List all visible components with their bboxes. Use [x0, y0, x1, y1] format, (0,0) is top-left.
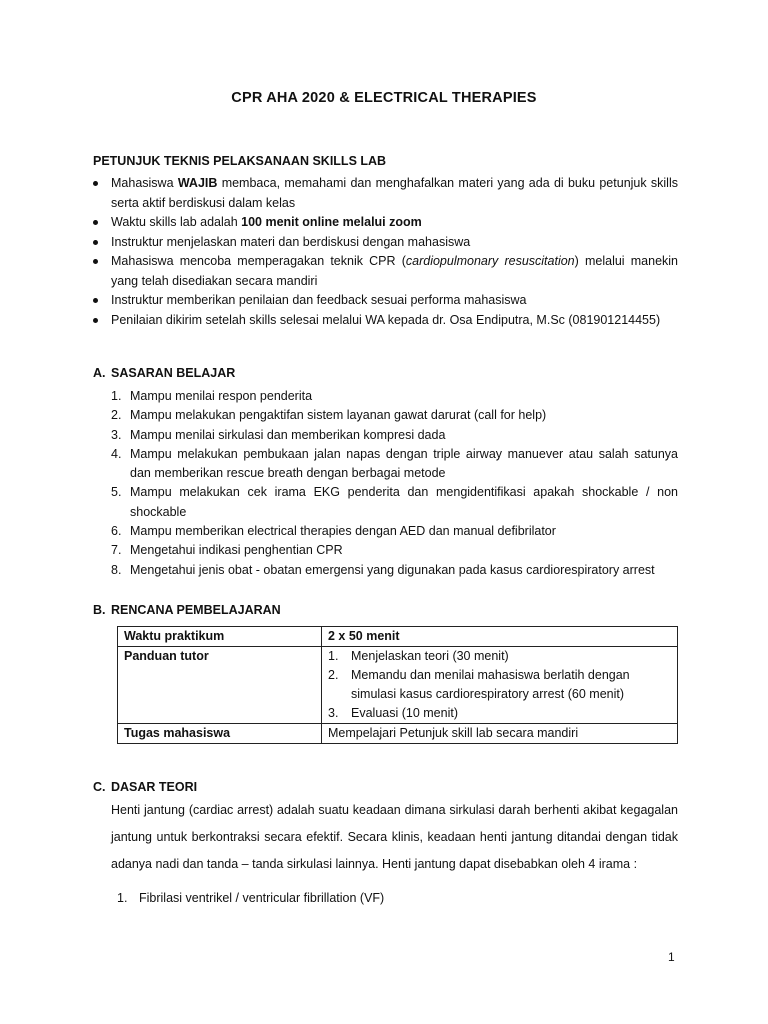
instructions-heading: PETUNJUK TEKNIS PELAKSANAAN SKILLS LAB [93, 154, 387, 168]
list-item: Waktu skills lab adalah 100 menit online melalui zoom [93, 213, 678, 233]
learning-objectives-list [111, 387, 678, 580]
table-cell [322, 647, 678, 724]
table-cell: 2 x 50 menit [322, 627, 678, 647]
list-item: Penilaian dikirim setelah skills selesai melalui WA kepada dr. Osa Endiputra, M.Sc (081901214455) [93, 311, 678, 331]
document-title: CPR AHA 2020 & ELECTRICAL THERAPIES [231, 90, 537, 106]
list-item: 3. Evaluasi (10 menit) [328, 706, 458, 720]
list-item: Mahasiswa WAJIB membaca, memahami dan menghafalkan materi yang ada di buku petunjuk skills serta aktif berdiskusi dalam kelas [93, 174, 678, 213]
bullet-icon [93, 298, 98, 303]
list-item: Mahasiswa mencoba memperagakan teknik CPR (cardiopulmonary resuscitation) melalui manekin yang telah disediakan secara mandiri [93, 252, 678, 291]
bullet-icon [93, 318, 98, 323]
theory-paragraph: Henti jantung (cardiac arrest) adalah suatu keadaan dimana sirkulasi darah berhenti akibat kegagalan jantung untuk berkontraksi secara efektif. Secara klinis, keadaan henti jantung ditandai dengan tidak adanya nadi dan tanda – tanda sirkulasi lainnya. Henti jantung dapat disebabkan oleh 4 irama : [111, 803, 678, 871]
list-item: 2. Mampu melakukan pengaktifan sistem layanan gawat darurat (call for help) [111, 408, 547, 423]
theory-list-item: 1. Fibrilasi ventrikel / ventricular fibrillation (VF) [117, 891, 385, 905]
list-item: 1. Menjelaskan teori (30 menit) [328, 649, 509, 663]
section-c-heading: C. DASAR TEORI [93, 780, 198, 794]
table-cell: Panduan tutor [118, 647, 322, 724]
list-item: 1. Mampu menilai respon penderita [111, 389, 313, 403]
instructions-list [93, 174, 678, 330]
list-item: 8. Mengetahui jenis obat - obatan emergensi yang digunakan pada kasus cardiorespiratory arrest [111, 562, 655, 577]
table-cell: Mempelajari Petunjuk skill lab secara mandiri [322, 724, 678, 744]
list-item: 5. Mampu melakukan cek irama EKG penderita dan mengidentifikasi apakah shockable / non shockable [111, 485, 678, 519]
page-number: 1 [668, 950, 675, 964]
list-item: Instruktur menjelaskan materi dan berdiskusi dengan mahasiswa [93, 233, 678, 253]
table-row [118, 647, 678, 724]
bullet-icon [93, 181, 98, 186]
learning-plan-table [117, 626, 678, 744]
section-b-heading: B. RENCANA PEMBELAJARAN [93, 603, 281, 617]
section-a-heading: A. SASARAN BELAJAR [93, 366, 236, 380]
list-item: 3. Mampu menilai sirkulasi dan memberikan kompresi dada [111, 427, 446, 442]
table-cell: Waktu praktikum [118, 627, 322, 647]
bullet-icon [93, 240, 98, 245]
list-item: 4. Mampu melakukan pembukaan jalan napas dengan triple airway manuever atau salah satunya dan memberikan rescue breath dengan berbagai metode [111, 446, 678, 481]
bullet-icon [93, 220, 98, 225]
list-item: 2. Memandu dan menilai mahasiswa berlatih dengan simulasi kasus cardiorespiratory arrest (60 menit) [328, 668, 630, 701]
list-item: 7. Mengetahui indikasi penghentian CPR [111, 543, 343, 558]
table-row [118, 627, 678, 647]
table-row [118, 724, 678, 744]
table-cell: Tugas mahasiswa [118, 724, 322, 744]
list-item: 6. Mampu memberikan electrical therapies dengan AED dan manual defibrilator [111, 524, 556, 539]
list-item: Instruktur memberikan penilaian dan feedback sesuai performa mahasiswa [93, 291, 678, 311]
bullet-icon [93, 259, 98, 264]
